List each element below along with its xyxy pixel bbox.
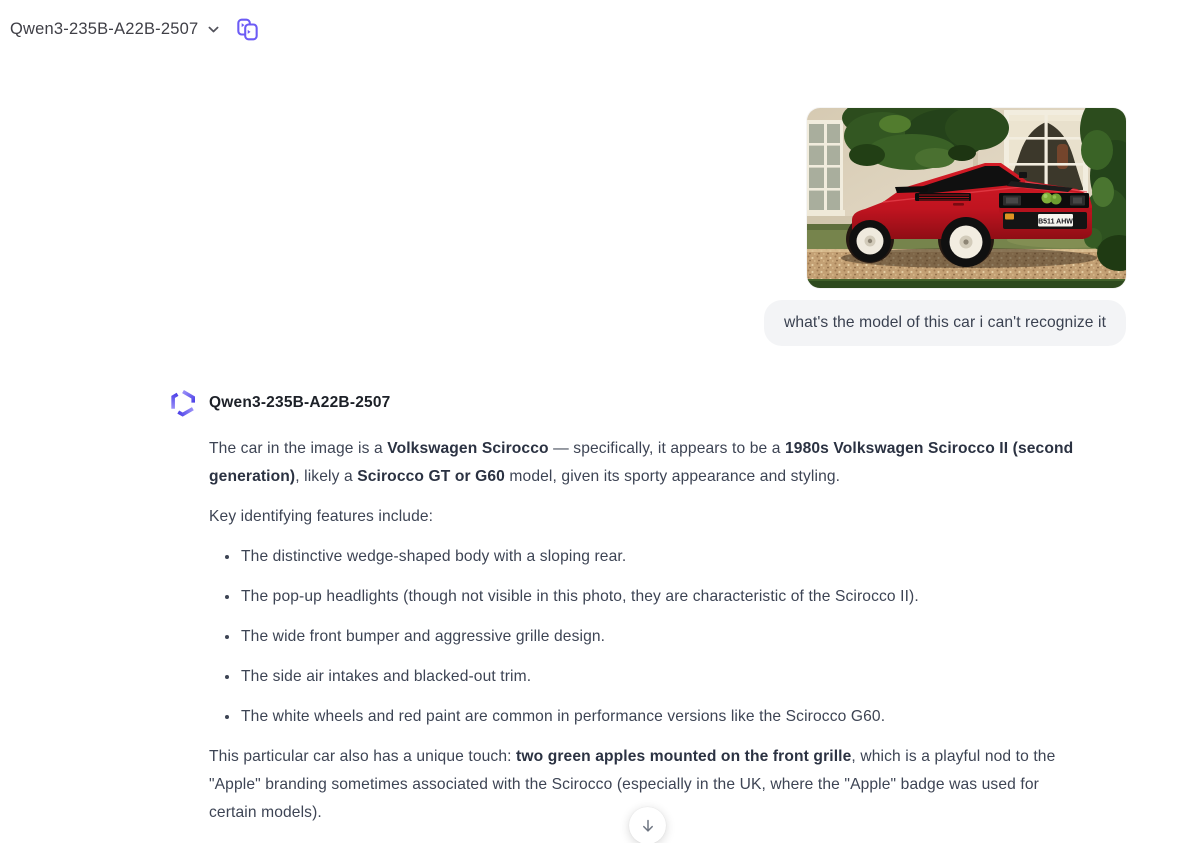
arrow-down-icon	[640, 818, 656, 834]
list-item: • The white wheels and red paint are common in performance versions like the Scirocco G60.	[240, 703, 1090, 731]
user-uploaded-car-image[interactable]	[807, 108, 1126, 288]
list-item: • The wide front bumper and aggressive grille design.	[240, 623, 1090, 651]
list-item: • The distinctive wedge-shaped body with a sloping rear.	[240, 543, 1090, 571]
list-item: • The side air intakes and blacked-out trim.	[240, 663, 1090, 691]
top-bar	[10, 14, 262, 44]
user-message-group	[764, 108, 1126, 346]
license-plate-text: B511 AHW	[1038, 218, 1073, 226]
model-selector-label: Qwen3-235B-A22B-2507	[10, 19, 199, 38]
assistant-header	[168, 388, 1093, 418]
response-paragraph-3: This particular car also has a unique touch: two green apples mounted on the front grille, which is a playful nod to the "Apple" branding sometimes associated with the Scirocco (especially in the UK, where the "Apple" badge was used for certain models).	[209, 748, 1056, 821]
assistant-message-group	[168, 388, 1093, 827]
scroll-to-bottom-button[interactable]	[629, 807, 666, 843]
user-message-bubble	[764, 300, 1126, 346]
user-message-text: what's the model of this car i can't recognize it	[783, 314, 1106, 331]
model-selector-dropdown[interactable]	[10, 20, 220, 39]
response-paragraph-1: The car in the image is a Volkswagen Scirocco — specifically, it appears to be a 1980s Volkswagen Scirocco II (second generation), likely a Scirocco GT or G60 model, given its sporty appearance and styling.	[209, 440, 1074, 485]
compare-models-button[interactable]	[232, 14, 262, 44]
assistant-model-name: Qwen3-235B-A22B-2507	[209, 394, 391, 411]
chevron-down-icon	[207, 23, 220, 36]
assistant-response	[209, 435, 1090, 827]
list-item: • The pop-up headlights (though not visible in this photo, they are characteristic of the Scirocco II).	[240, 583, 1090, 611]
response-bullet-list	[209, 543, 1090, 731]
compare-models-icon	[235, 17, 260, 42]
car-front-wheel	[941, 217, 991, 267]
response-paragraph-2: Key identifying features include:	[209, 508, 434, 525]
car-rear-wheel	[849, 220, 891, 262]
qwen-logo-icon	[168, 388, 198, 418]
